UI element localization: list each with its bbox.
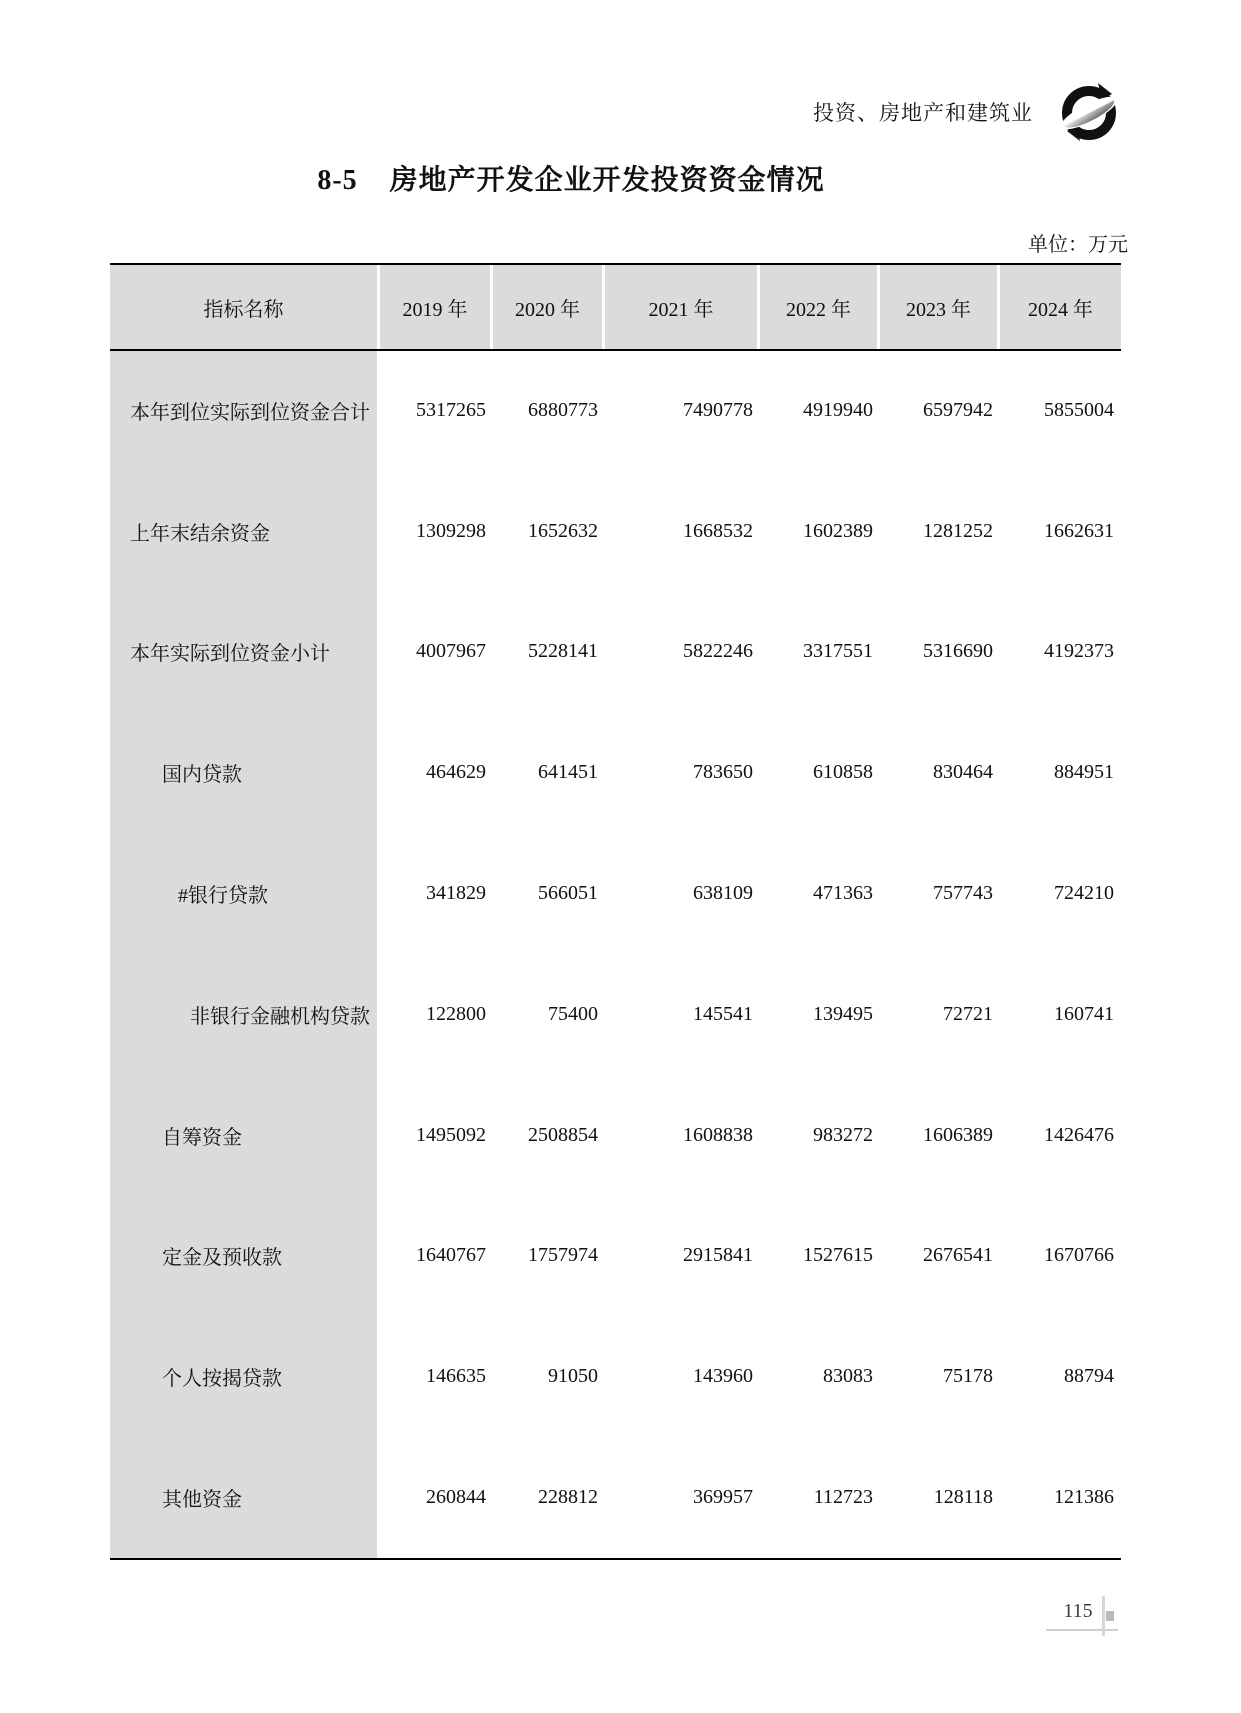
cell-value: 146635: [380, 1316, 493, 1437]
cell-value: 4007967: [380, 592, 493, 713]
cell-value: 1527615: [760, 1196, 880, 1317]
table-title-text: 房地产开发企业开发投资资金情况: [389, 165, 825, 196]
footer-edge-tick: [1106, 1611, 1114, 1621]
cell-value: 121386: [1000, 1437, 1121, 1558]
header-cell-2023: 2023 年: [880, 265, 1000, 350]
row-label: 自筹资金: [110, 1075, 380, 1196]
cell-value: 369957: [605, 1437, 760, 1558]
cell-value: 2915841: [605, 1196, 760, 1317]
row-label: 非银行金融机构贷款: [110, 954, 380, 1075]
cell-value: 6597942: [880, 350, 1000, 471]
data-table: [110, 263, 1121, 1560]
cell-value: 3317551: [760, 592, 880, 713]
footer-rule: [1046, 1629, 1118, 1631]
cell-value: 128118: [880, 1437, 1000, 1558]
cell-value: 1281252: [880, 471, 1000, 592]
row-label: 本年到位实际到位资金合计: [110, 350, 380, 471]
cell-value: 260844: [380, 1437, 493, 1558]
cell-value: 1662631: [1000, 471, 1121, 592]
cell-value: 88794: [1000, 1316, 1121, 1437]
cell-value: 5316690: [880, 592, 1000, 713]
cell-value: 1426476: [1000, 1075, 1121, 1196]
cell-value: 1309298: [380, 471, 493, 592]
cell-value: 1608838: [605, 1075, 760, 1196]
row-label: 国内贷款: [110, 712, 380, 833]
cell-value: 783650: [605, 712, 760, 833]
cell-value: 1668532: [605, 471, 760, 592]
header-cell-2019: 2019 年: [380, 265, 493, 350]
page-title: [0, 158, 1142, 198]
cell-value: 72721: [880, 954, 1000, 1075]
header-cell-2020: 2020 年: [493, 265, 605, 350]
cell-value: 75400: [493, 954, 605, 1075]
cell-value: 884951: [1000, 712, 1121, 833]
table-number: 8-5: [317, 165, 358, 196]
cell-value: 5317265: [380, 350, 493, 471]
cell-value: 464629: [380, 712, 493, 833]
cell-value: 7490778: [605, 350, 760, 471]
cell-value: 145541: [605, 954, 760, 1075]
cell-value: 830464: [880, 712, 1000, 833]
cell-value: 160741: [1000, 954, 1121, 1075]
cell-value: 2676541: [880, 1196, 1000, 1317]
row-label: 本年实际到位资金小计: [110, 592, 380, 713]
cell-value: 4919940: [760, 350, 880, 471]
cell-value: 4192373: [1000, 592, 1121, 713]
cell-value: 757743: [880, 833, 1000, 954]
cell-value: 112723: [760, 1437, 880, 1558]
cell-value: 983272: [760, 1075, 880, 1196]
header-cell-2021: 2021 年: [605, 265, 760, 350]
cell-value: 83083: [760, 1316, 880, 1437]
row-label: 上年末结余资金: [110, 471, 380, 592]
cell-value: 1606389: [880, 1075, 1000, 1196]
cell-value: 5822246: [605, 592, 760, 713]
cell-value: 1652632: [493, 471, 605, 592]
row-label: 其他资金: [110, 1437, 380, 1558]
cell-value: 5228141: [493, 592, 605, 713]
row-label: 定金及预收款: [110, 1196, 380, 1317]
cell-value: 724210: [1000, 833, 1121, 954]
footer-edge-mark: [1102, 1596, 1105, 1636]
cell-value: 122800: [380, 954, 493, 1075]
row-label: 个人按揭贷款: [110, 1316, 380, 1437]
cell-value: 1602389: [760, 471, 880, 592]
row-label: #银行贷款: [110, 833, 380, 954]
unit-label: 单位：万元: [1028, 234, 1128, 256]
cell-value: 143960: [605, 1316, 760, 1437]
cell-value: 6880773: [493, 350, 605, 471]
header-cell-2022: 2022 年: [760, 265, 880, 350]
cell-value: 610858: [760, 712, 880, 833]
section-header: 投资、房地产和建筑业: [813, 101, 1033, 125]
statistics-swirl-logo-icon: [1061, 82, 1119, 142]
cell-value: 139495: [760, 954, 880, 1075]
cell-value: 1757974: [493, 1196, 605, 1317]
cell-value: 5855004: [1000, 350, 1121, 471]
cell-value: 1640767: [380, 1196, 493, 1317]
cell-value: 91050: [493, 1316, 605, 1437]
cell-value: 566051: [493, 833, 605, 954]
cell-value: 228812: [493, 1437, 605, 1558]
header-cell-indicator: 指标名称: [110, 265, 380, 350]
cell-value: 1495092: [380, 1075, 493, 1196]
page-number: 115: [1063, 1600, 1093, 1622]
cell-value: 341829: [380, 833, 493, 954]
header-divider: [110, 349, 1121, 351]
cell-value: 2508854: [493, 1075, 605, 1196]
cell-value: 1670766: [1000, 1196, 1121, 1317]
cell-value: 638109: [605, 833, 760, 954]
cell-value: 641451: [493, 712, 605, 833]
cell-value: 75178: [880, 1316, 1000, 1437]
header-cell-2024: 2024 年: [1000, 265, 1121, 350]
cell-value: 471363: [760, 833, 880, 954]
